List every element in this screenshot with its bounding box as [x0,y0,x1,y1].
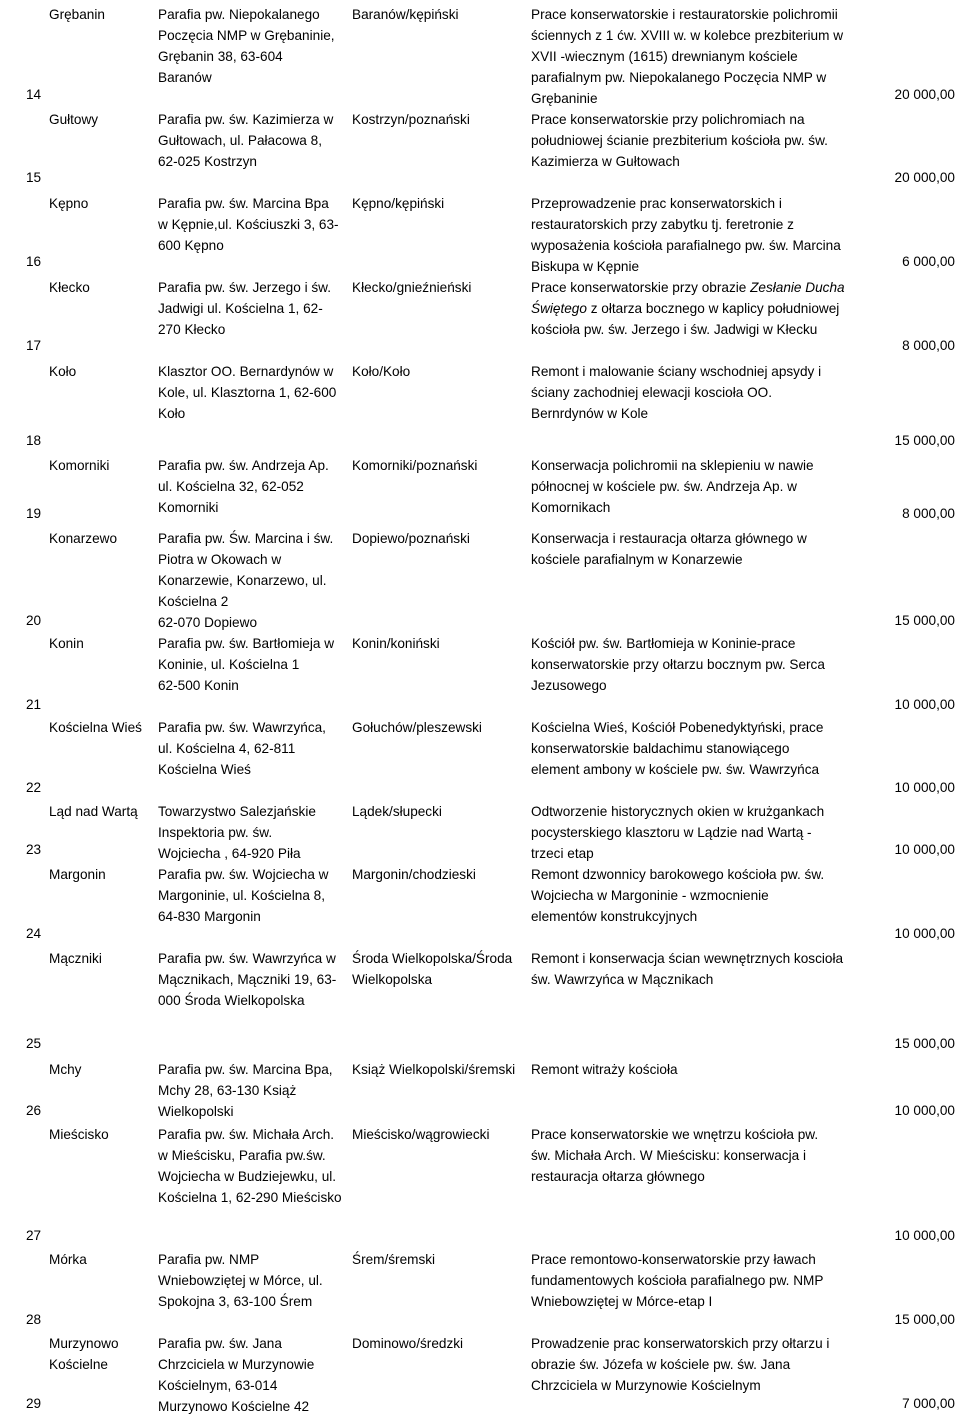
town-cell: Mieścisko [49,1127,109,1142]
town-cell: Koło [49,364,77,379]
row-number: 16 [26,254,42,269]
address-cell: Parafia pw. św. Marcina Bpa w Kępnie,ul. Kościuszki 3, 63- 600 Kępno [158,196,339,253]
description-cell: Prace remontowo-konserwatorskie przy ławach fundamentowych kościoła parafialnego pw. NMP Wniebowziętej w Mórce-etap I [531,1252,824,1309]
address-cell: Klasztor OO. Bernardynów w Kole, ul. Klasztorna 1, 62-600 Koło [158,364,337,421]
address-cell: Parafia pw. św. Kazimierza w Gułtowach, ul. Pałacowa 8, 62-025 Kostrzyn [158,112,334,169]
address-cell: Parafia pw. Św. Marcina i św. Piotra w Okowach w Konarzewie, Konarzewo, ul. Kościelna 2 62-070 Dopiewo [158,531,334,630]
row-number: 23 [26,842,42,857]
row-number: 28 [26,1312,42,1327]
district-cell: Konin/koniński [352,636,440,651]
district-cell: Komorniki/poznański [352,458,478,473]
address-cell: Parafia pw. św. Andrzeja Ap. ul. Kościelna 32, 62-052 Komorniki [158,458,329,515]
description-cell: Konserwacja i restauracja ołtarza głównego w kościele parafialnym w Konarzewie [531,531,807,567]
town-cell: Mchy [49,1062,82,1077]
district-cell: Koło/Koło [352,364,411,379]
row-number: 18 [26,433,42,448]
description-cell: Kościół pw. św. Bartłomieja w Koninie-prace konserwatorskie przy ołtarzu bocznym pw. Serca Jezusowego [531,636,825,693]
town-cell: Konarzewo [49,531,118,546]
amount-cell: 15 000,00 [894,613,955,628]
address-cell: Towarzystwo Salezjańskie Inspektoria pw. św. Wojciecha , 64-920 Piła [158,804,316,861]
amount-cell: 10 000,00 [894,1103,955,1118]
description-cell: Prace konserwatorskie przy polichromiach na południowej ścianie prezbiterium kościoła pw. św. Kazimierza w Gułtowach [531,112,828,169]
district-cell: Baranów/kępiński [352,7,459,22]
town-cell: Grębanin [49,7,105,22]
district-cell: Lądek/słupecki [352,804,442,819]
town-cell: Gułtowy [49,112,99,127]
description-cell: Prowadzenie prac konserwatorskich przy ołtarzu i obrazie św. Józefa w kościele pw. św. Jana Chrzciciela w Murzynowie Kościelnym [531,1336,830,1393]
address-cell: Parafia pw. św. Bartłomieja w Koninie, ul. Kościelna 1 62-500 Konin [158,636,335,693]
address-cell: Parafia pw. św. Jerzego i św. Jadwigi ul. Kościelna 1, 62- 270 Kłecko [158,280,332,337]
district-cell: Kostrzyn/poznański [352,112,470,127]
town-cell: Konin [49,636,84,651]
district-cell: Śrem/śremski [352,1252,436,1267]
amount-cell: 10 000,00 [894,1228,955,1243]
description-cell: Konserwacja polichromii na sklepieniu w nawie północnej w kościele pw. św. Andrzeja Ap. w Komornikach [531,458,814,515]
row-number: 24 [26,926,42,941]
district-cell: Margonin/chodzieski [352,867,476,882]
row-number: 14 [26,87,42,102]
district-cell: Dominowo/średzki [352,1336,464,1351]
town-cell: Komorniki [49,458,110,473]
town-cell: Mórka [49,1252,87,1267]
town-cell: Kościelna Wieś [49,720,142,735]
amount-cell: 15 000,00 [894,1036,955,1051]
town-cell: Margonin [49,867,106,882]
amount-cell: 8 000,00 [902,338,955,353]
amount-cell: 10 000,00 [894,697,955,712]
description-cell: Remont dzwonnicy barokowego kościoła pw. św. Wojciecha w Margoninie - wzmocnienie elementów konstrukcyjnych [531,867,825,924]
town-cell: Murzynowo Kościelne [49,1336,119,1372]
row-number: 27 [26,1228,42,1243]
description-cell: Remont i konserwacja ścian wewnętrznych koscioła św. Wawrzyńca w Mącznikach [531,951,844,987]
amount-cell: 20 000,00 [894,87,955,102]
row-number: 29 [26,1396,42,1411]
row-number: 25 [26,1036,42,1051]
district-cell: Dopiewo/poznański [352,531,470,546]
amount-cell: 15 000,00 [894,433,955,448]
address-cell: Parafia pw. św. Jana Chrzciciela w Murzynowie Kościelnym, 63-014 Murzynowo Kościelne 42 [158,1336,315,1414]
row-number: 17 [26,338,42,353]
district-cell: Środa Wielkopolska/Środa Wielkopolska [352,951,513,987]
row-number: 22 [26,780,42,795]
town-cell: Mączniki [49,951,102,966]
row-number: 15 [26,170,42,185]
address-cell: Parafia pw. św. Marcina Bpa, Mchy 28, 63-130 Książ Wielkopolski [158,1062,333,1119]
amount-cell: 7 000,00 [902,1396,955,1411]
amount-cell: 10 000,00 [894,926,955,941]
district-cell: Książ Wielkopolski/śremski [352,1062,516,1077]
town-cell: Kłecko [49,280,90,295]
address-cell: Parafia pw. św. Michała Arch. w Mieścisku, Parafia pw.św. Wojciecha w Budziejewku, ul. Kościelna 1, 62-290 Mieścisko [158,1127,342,1205]
address-cell: Parafia pw. NMP Wniebowziętej w Mórce, ul. Spokojna 3, 63-100 Śrem [158,1252,323,1309]
amount-cell: 20 000,00 [894,170,955,185]
amount-cell: 10 000,00 [894,842,955,857]
district-cell: Kępno/kępiński [352,196,445,211]
district-cell: Gołuchów/pleszewski [352,720,482,735]
amount-cell: 10 000,00 [894,780,955,795]
amount-cell: 6 000,00 [902,254,955,269]
description-cell: Remont i malowanie ściany wschodniej apsydy i ściany zachodniej elewacji koscioła OO. Bernrdynów w Kole [531,364,822,421]
description-cell: Prace konserwatorskie i restauratorskie polichromii ściennych z 1 ćw. XVIII w. w kolebce prezbiterium w XVII -wiecznym (1615) drewnianym kościele parafialnym pw. Niepokalanego Poczęcia NMP w Grębaninie [531,7,844,106]
description-cell: Prace konserwatorskie we wnętrzu kościoła pw. św. Michała Arch. W Mieścisku: konserwacja i restauracja ołtarza głównego [531,1127,819,1184]
address-cell: Parafia pw. Niepokalanego Poczęcia NMP w Grębaninie, Grębanin 38, 63-604 Baranów [158,7,335,85]
description-cell: Kościelna Wieś, Kościół Pobenedyktyński, prace konserwatorskie baldachimu stanowiącego element ambony w kościele pw. św. Wawrzyńca [531,720,824,777]
amount-cell: 8 000,00 [902,506,955,521]
address-cell: Parafia pw. św. Wawrzyńca, ul. Kościelna 4, 62-811 Kościelna Wieś [158,720,326,777]
description-cell: Prace konserwatorskie przy obrazie Zesłanie Ducha Świętego z ołtarza bocznego w kaplicy południowej kościoła pw. św. Jerzego i św. Jadwigi w Kłecku [531,280,845,337]
district-cell: Kłecko/gnieźnieński [352,280,472,295]
amount-cell: 15 000,00 [894,1312,955,1327]
row-number: 19 [26,506,42,521]
address-cell: Parafia pw. św. Wojciecha w Margoninie, ul. Kościelna 8, 64-830 Margonin [158,867,329,924]
town-cell: Ląd nad Wartą [49,804,138,819]
description-cell: Remont witraży kościoła [531,1062,678,1077]
district-cell: Mieścisko/wągrowiecki [352,1127,490,1142]
town-cell: Kępno [49,196,89,211]
row-number: 21 [26,697,42,712]
row-number: 20 [26,613,42,628]
description-cell: Odtworzenie historycznych okien w krużgankach pocysterskiego klasztoru w Lądzie nad Wartą - trzeci etap [531,804,825,861]
address-cell: Parafia pw. św. Wawrzyńca w Mącznikach, Mączniki 19, 63- 000 Środa Wielkopolska [158,951,337,1008]
row-number: 26 [26,1103,42,1118]
description-cell: Przeprowadzenie prac konserwatorskich i restauratorskich przy zabytku tj. feretronie z wyposażenia kościoła parafialnego pw. św. Marcina Biskupa w Kępnie [531,196,841,274]
